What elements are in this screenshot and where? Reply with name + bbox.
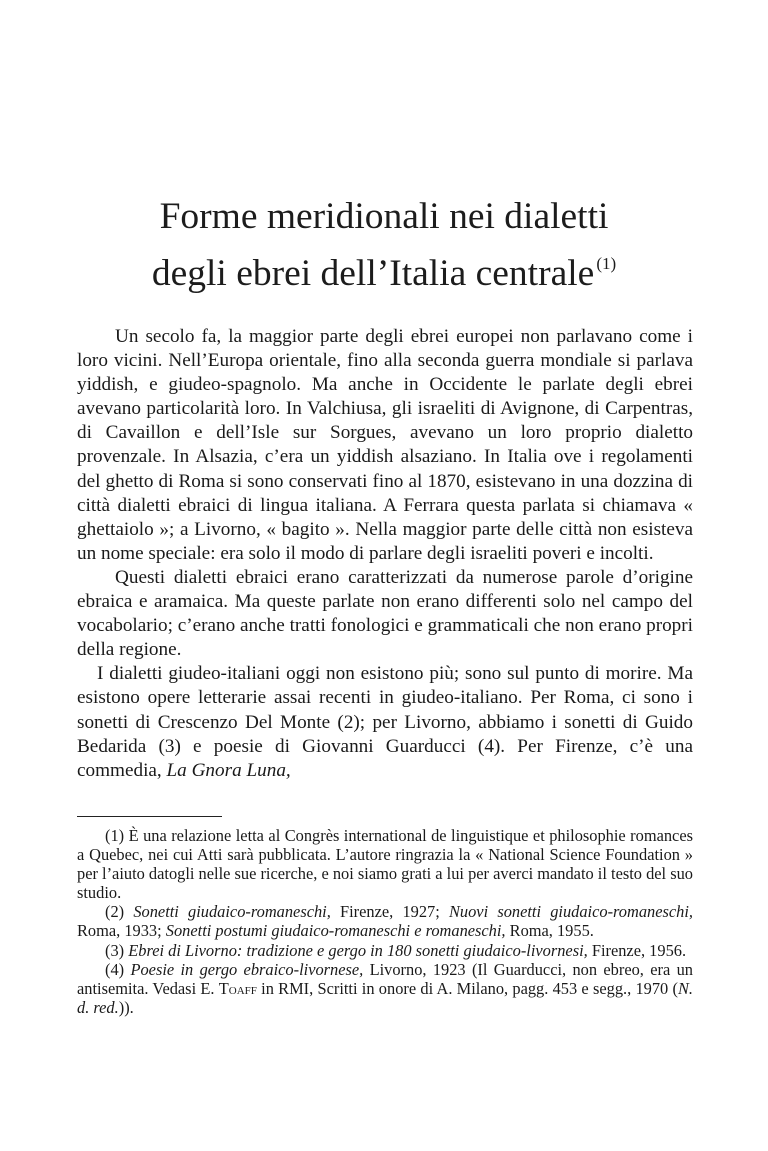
footnote-mark: (3) — [105, 940, 125, 960]
footnote-text: Firenze, 1956. — [587, 940, 687, 960]
footnote-title: Sonetti postumi giudaico-romaneschi e romaneschi, — [165, 921, 506, 941]
footnote-mark: (2) — [105, 902, 125, 922]
footnote-divider — [77, 816, 222, 817]
paragraph-3-italic-title: La Gnora Luna, — [166, 759, 291, 781]
footnote-mark: (4) — [105, 959, 125, 979]
title-line-2-text: degli ebrei dell’Italia centrale — [151, 253, 595, 294]
footnote-text: Firenze, 1927; — [330, 902, 449, 922]
footnote-text: Livorno, 1923 (Il Guarducci, non ebreo, era un antisemita. Vedasi E. — [77, 959, 693, 998]
footnote-editor-note: N. d. red. — [77, 978, 693, 1017]
footnote-author: Toaff — [218, 978, 257, 998]
footnote-title: Ebrei di Livorno: tradizione e gergo in 180 sonetti giudaico-livornesi, — [128, 940, 588, 960]
footnotes — [77, 826, 693, 1017]
footnote-3 — [77, 941, 693, 960]
paragraph-3-text: I dialetti giudeo-italiani oggi non esistono più; sono sul punto di morire. Ma esistono opere letterarie assai recenti in giudeo-italiano. Per Roma, ci sono i sonetti di Crescenzo Del Monte (2); per Livorno, abbiamo i sonetti di Guido Bedarida (3) e poesie di Giovanni Guarducci (4). Per Firenze, c’è una commedia, — [77, 663, 693, 781]
title-footnote-mark[interactable]: (1) — [596, 254, 617, 273]
footnote-text: )). — [118, 997, 134, 1017]
paragraph-2: Questi dialetti ebraici erano caratterizzati da numerose parole d’origine ebraica e aramaica. Ma queste parlate non erano differenti solo nel campo del vocabolario; c’erano anche tratti fonologici e grammaticali che non erano propri della regione. — [77, 566, 693, 661]
footnote-4 — [77, 960, 693, 1017]
footnote-1 — [77, 826, 693, 902]
footnote-mark: (1) — [105, 826, 125, 845]
footnote-title: Sonetti giudaico-romaneschi, — [133, 902, 331, 922]
footnote-2 — [77, 902, 693, 940]
paragraph-1: Un secolo fa, la maggior parte degli ebrei europei non parlavano come i loro vicini. Nell’Europa orientale, fino alla seconda guerra mondiale si parlava yiddish, e giudeo-spagnolo. Ma anche in Occidente le parlate degli ebrei avevano particolarità loro. In Valchiusa, gli israeliti di Avignone, di Carpentras, di Cavaillon e dell’Isle sur Sorgues, avevano un loro proprio dialetto provenzale. In Alsazia, c’era un yiddish alsaziano. In Italia ove i regolamenti del ghetto di Roma si sono conservati fino al 1870, esistevano in una dozzina di città dialetti ebraici di lingua italiana. A Ferrara questa parlata si chiamava « ghettaiolo »; a Livorno, « bagito ». Nella maggior parte delle città non esisteva un nome speciale: era solo il modo di parlare degli israeliti poveri e incolti. — [77, 326, 693, 564]
title-line-1: Forme meridionali nei dialetti — [159, 196, 609, 237]
title-line-2 — [0, 240, 768, 297]
paragraph-3 — [77, 662, 693, 782]
footnote-text: È una relazione letta al Congrès international de linguistique et philosophie romances a Quebec, nei cui Atti sarà pubblicata. L’autore ringrazia la « National Science Foundation » per l’aiuto datogli nelle sue ricerche, e noi siamo grati a lui per averci mandato il testo del suo studio. — [77, 826, 693, 903]
footnote-title: Poesie in gergo ebraico-livornese, — [130, 959, 364, 979]
footnote-text: in RMI, Scritti in onore di A. Milano, pagg. 453 e segg., 1970 ( — [256, 978, 678, 998]
article-body — [77, 325, 693, 783]
footnote-title: Nuovi sonetti giudaico-romaneschi, — [448, 902, 694, 922]
footnote-text: Roma, 1955. — [505, 921, 594, 941]
footnote-text: Roma, 1933; — [77, 921, 166, 941]
article-title — [0, 193, 768, 297]
